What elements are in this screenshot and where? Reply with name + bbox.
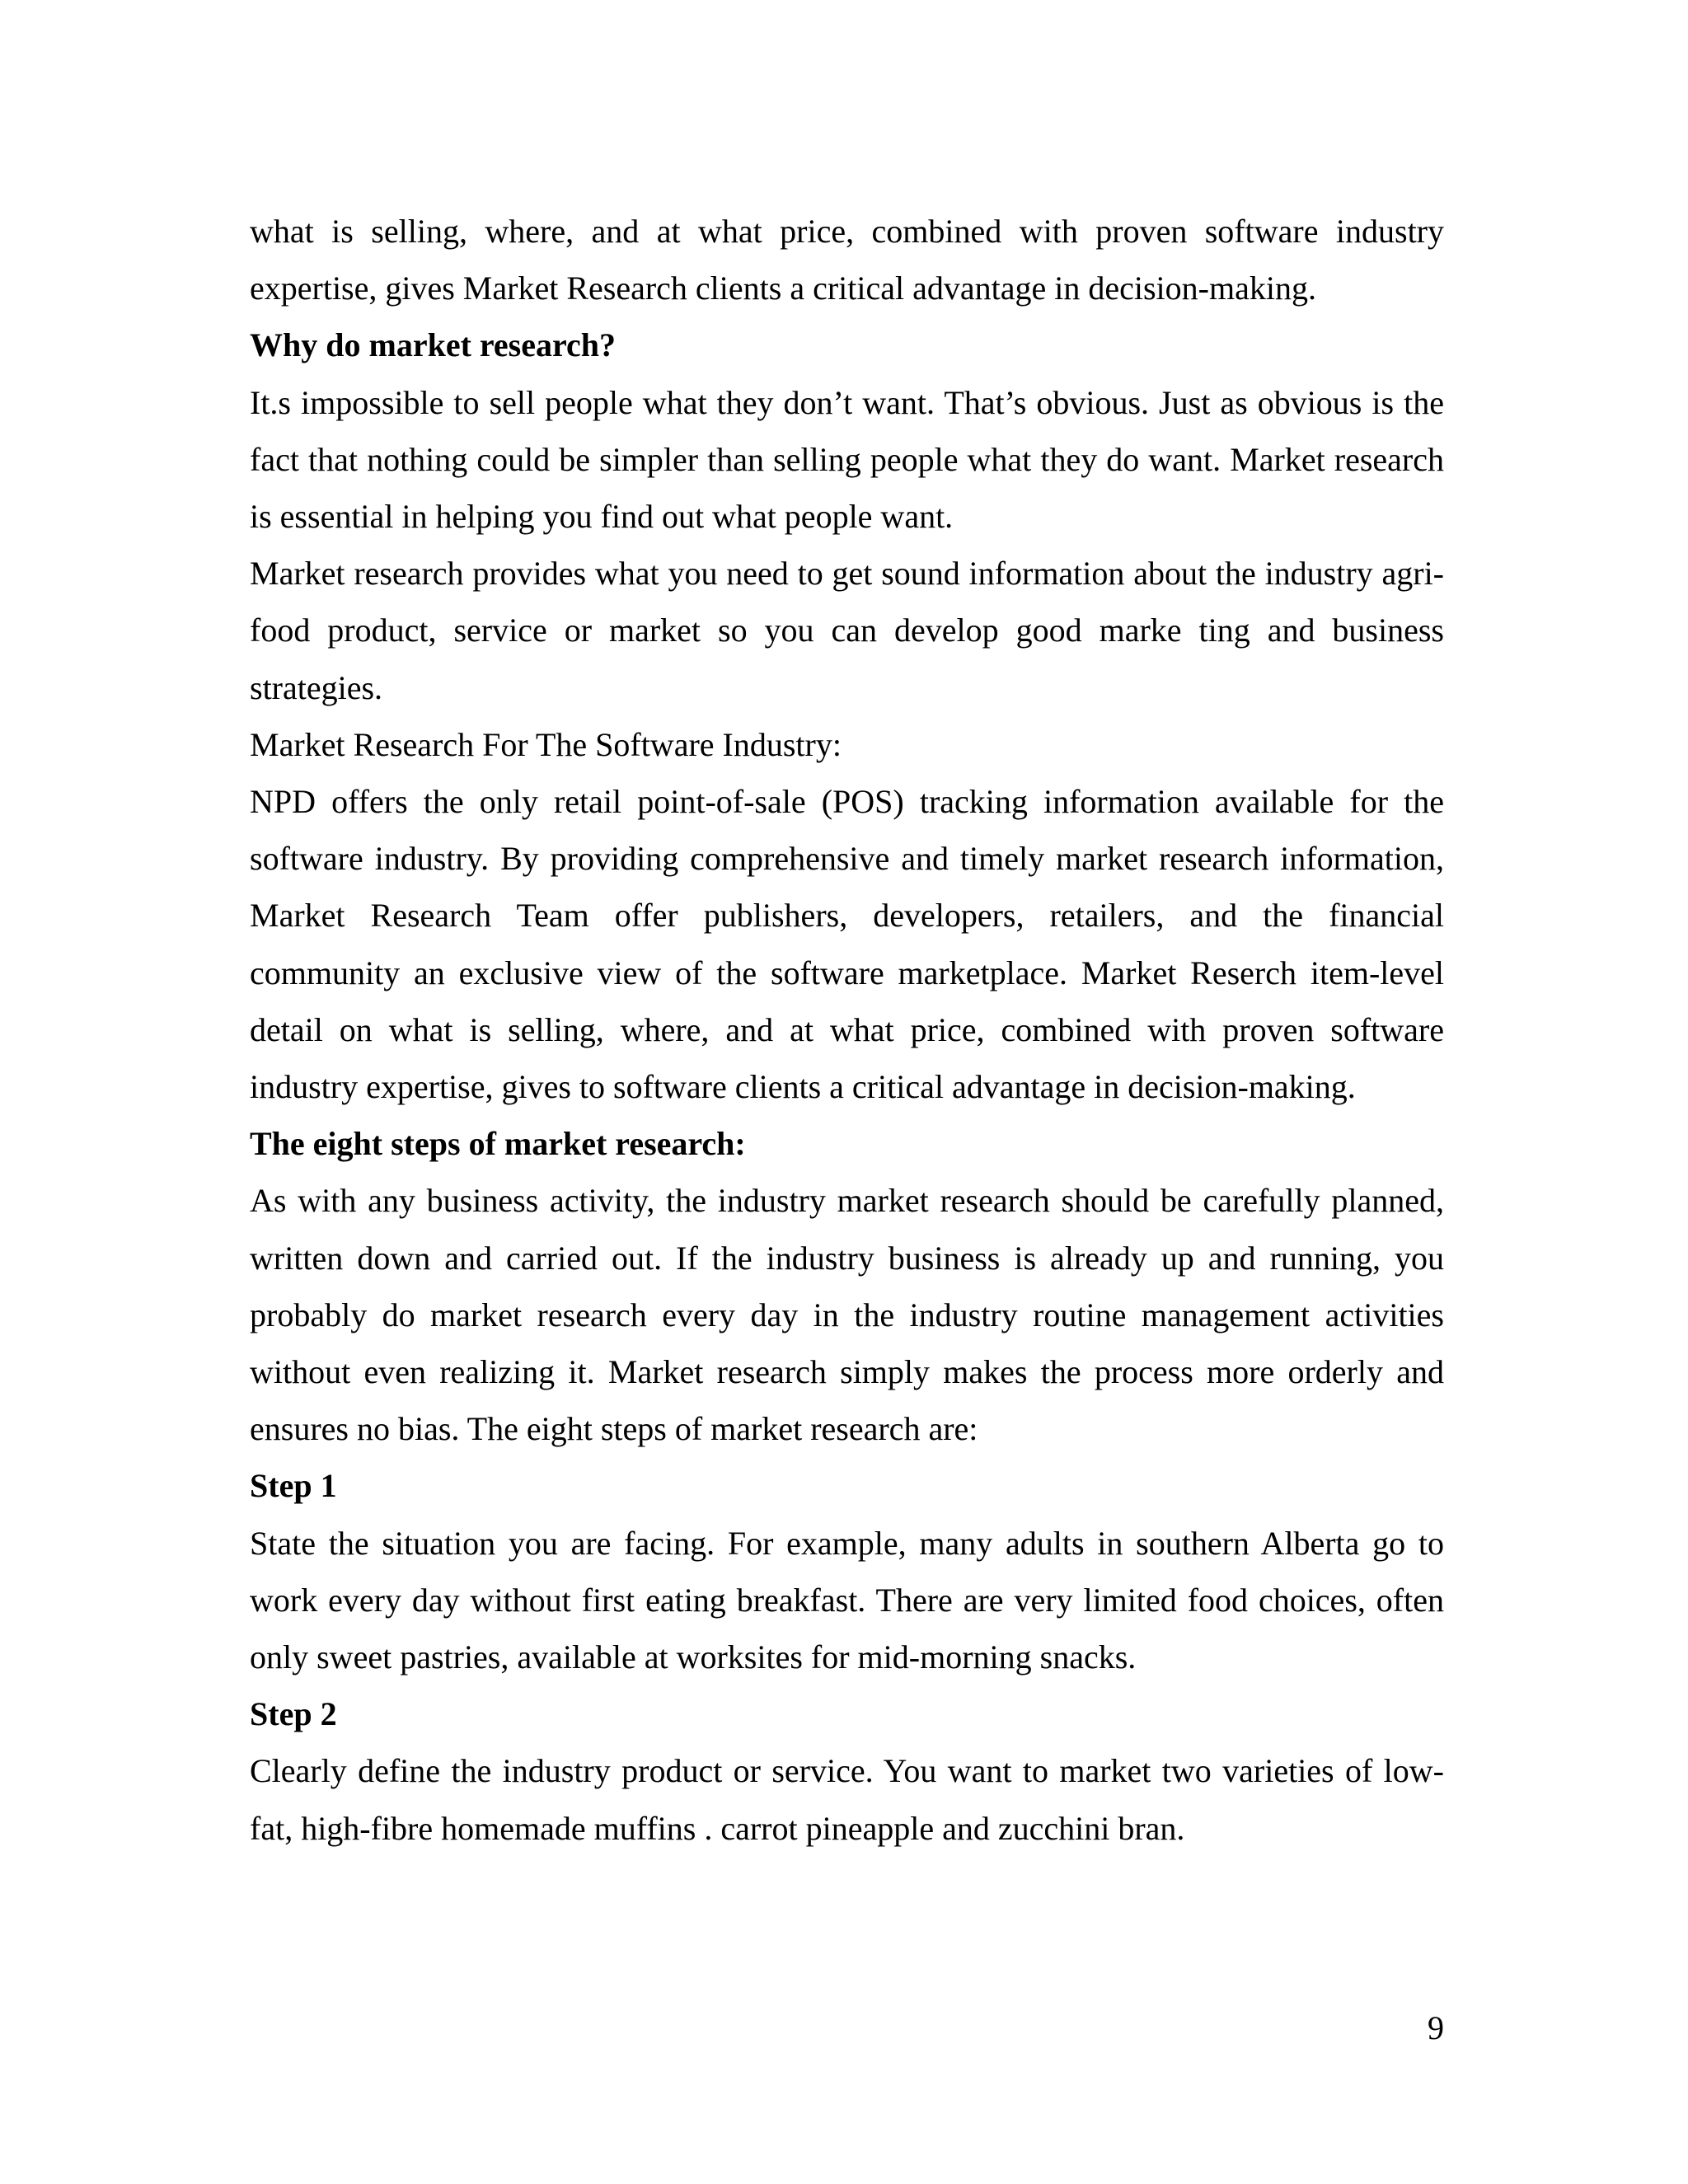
paragraph-npd-offers: NPD offers the only retail point-of-sale (POS) tracking information available for the software industry. By providing comprehensive and timely market research information, Market Research Team offer publishers, developers, retailers, and the financial community an exclusive view of the software marketplace. Market Reserch item-level detail on what is selling, where, and at what price, combined with proven software industry expertise, gives to software clients a critical advantage in decision-making.	[250, 783, 1444, 1106]
heading-eight-steps: The eight steps of market research:	[250, 1125, 746, 1163]
paragraph-business-activity: As with any business activity, the industry market research should be carefully planned, written down and carried out. If the industry business is already up and running, you probably do market research every day in the industry routine management activities without even realizing it. Market research simply makes the process more orderly and ensures no bias. The eight steps of market research are:	[250, 1182, 1444, 1448]
heading-why-market-research: Why do market research?	[250, 326, 617, 364]
paragraph-step-1: State the situation you are facing. For example, many adults in southern Alberta go to work every day without first eating breakfast. There are very limited food choices, often only sweet pastries, available at worksites for mid-morning snacks.	[250, 1524, 1444, 1676]
heading-software-industry: Market Research For The Software Industry:	[250, 725, 842, 763]
heading-step-2: Step 2	[250, 1695, 337, 1733]
page-number: 9	[1428, 2009, 1444, 2046]
paragraph-sound-information: Market research provides what you need to get sound information about the industry agri-food product, service or market so you can develop good marke ting and business strategies.	[250, 555, 1444, 706]
paragraph-intro-continuation: what is selling, where, and at what price, combined with proven software industry expertise, gives Market Research clients a critical advantage in decision-making.	[250, 213, 1444, 307]
heading-step-1: Step 1	[250, 1467, 337, 1505]
page-content	[250, 203, 1444, 1857]
paragraph-impossible-to-sell: It.s impossible to sell people what they don’t want. That’s obvious. Just as obvious is the fact that nothing could be simpler than selling people what they do want. Market research is essential in helping you find out what people want.	[250, 383, 1444, 536]
paragraph-step-2: Clearly define the industry product or service. You want to market two varieties of low-fat, high-fibre homemade muffins . carrot pineapple and zucchini bran.	[250, 1752, 1444, 1847]
